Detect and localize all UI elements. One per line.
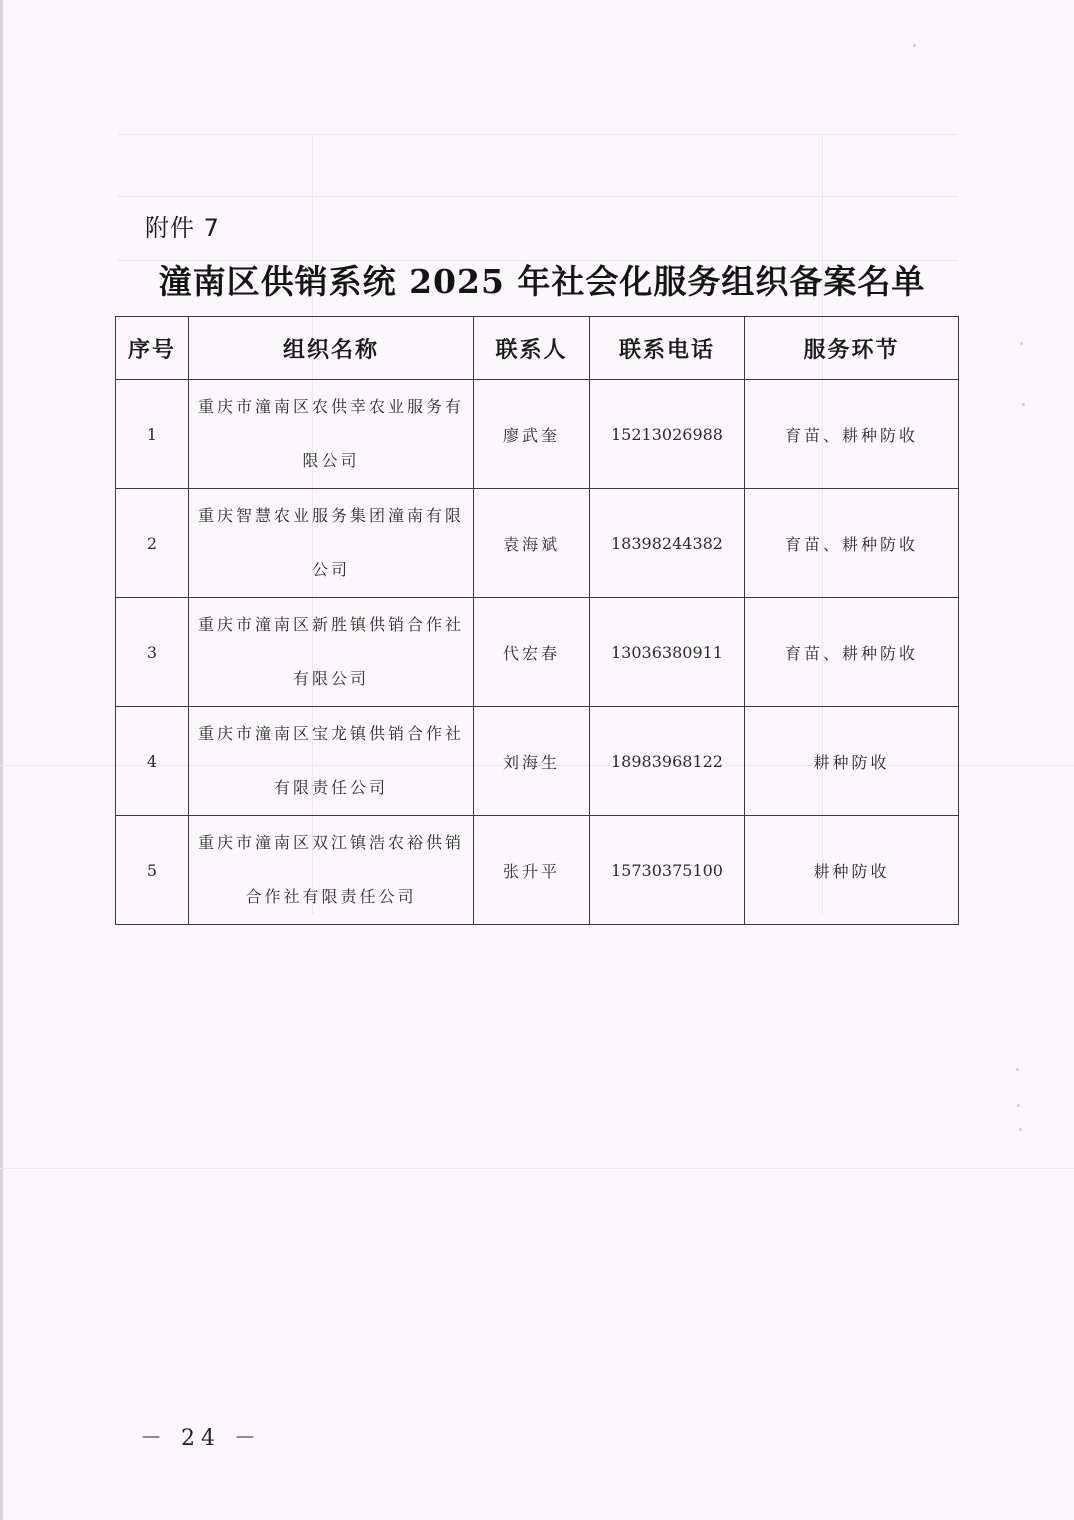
bleed-through-line bbox=[118, 196, 958, 197]
service-stage: 育苗、耕种防收 bbox=[745, 380, 959, 489]
service-stage: 育苗、耕种防收 bbox=[745, 598, 959, 707]
contact-phone: 18983968122 bbox=[590, 707, 745, 816]
contact-person: 袁海斌 bbox=[474, 489, 590, 598]
table-row bbox=[116, 380, 959, 489]
service-stage: 耕种防收 bbox=[745, 707, 959, 816]
table-row bbox=[116, 489, 959, 598]
scan-speck bbox=[1016, 1068, 1019, 1071]
organization-name-line: 合作社有限责任公司 bbox=[245, 887, 417, 906]
organization-name-line: 有限公司 bbox=[292, 669, 369, 688]
organization-name bbox=[189, 598, 474, 707]
organization-name bbox=[189, 380, 474, 489]
document-title: 潼南区供销系统 2025 年社会化服务组织备案名单 bbox=[158, 262, 926, 301]
contact-person: 代宏春 bbox=[474, 598, 590, 707]
table-row bbox=[116, 707, 959, 816]
header-contact: 联系人 bbox=[474, 317, 590, 380]
header-name: 组织名称 bbox=[189, 317, 474, 380]
organization-name-line: 公司 bbox=[311, 560, 350, 579]
organization-name bbox=[189, 816, 474, 925]
table-row bbox=[116, 816, 959, 925]
row-index: 3 bbox=[116, 598, 189, 707]
organization-name-line: 重庆市潼南区新胜镇供销合作社 bbox=[197, 615, 464, 634]
page-number: － 24 － bbox=[140, 1426, 262, 1451]
contact-person: 张升平 bbox=[474, 816, 590, 925]
header-index: 序号 bbox=[116, 317, 189, 380]
scan-edge bbox=[0, 0, 3, 1520]
attachment-label: 附件 7 bbox=[145, 214, 220, 242]
scan-speck bbox=[1020, 342, 1023, 345]
table-header-row bbox=[116, 317, 959, 380]
table-row bbox=[116, 598, 959, 707]
row-index: 4 bbox=[116, 707, 189, 816]
header-service: 服务环节 bbox=[745, 317, 959, 380]
contact-phone: 18398244382 bbox=[590, 489, 745, 598]
bleed-through-line bbox=[118, 134, 958, 135]
organization-name-line: 限公司 bbox=[302, 451, 360, 470]
scan-speck bbox=[1019, 1128, 1022, 1131]
organization-name bbox=[189, 489, 474, 598]
organization-name bbox=[189, 707, 474, 816]
organization-name-line: 重庆市潼南区宝龙镇供销合作社 bbox=[197, 724, 464, 743]
contact-phone: 15730375100 bbox=[590, 816, 745, 925]
row-index: 2 bbox=[116, 489, 189, 598]
contact-person: 廖武奎 bbox=[474, 380, 590, 489]
organization-table bbox=[115, 316, 959, 925]
organization-name-line: 重庆市潼南区农供幸农业服务有 bbox=[197, 397, 464, 416]
contact-phone: 13036380911 bbox=[590, 598, 745, 707]
organization-name-line: 有限责任公司 bbox=[273, 778, 388, 797]
contact-person: 刘海生 bbox=[474, 707, 590, 816]
scan-speck bbox=[1022, 403, 1025, 406]
scan-band bbox=[0, 1168, 1074, 1169]
organization-name-line: 重庆市潼南区双江镇浩农裕供销 bbox=[197, 833, 464, 852]
service-stage: 育苗、耕种防收 bbox=[745, 489, 959, 598]
service-stage: 耕种防收 bbox=[745, 816, 959, 925]
row-index: 1 bbox=[116, 380, 189, 489]
scan-speck bbox=[1017, 1104, 1020, 1107]
header-phone: 联系电话 bbox=[590, 317, 745, 380]
organization-name-line: 重庆智慧农业服务集团潼南有限 bbox=[197, 506, 464, 525]
contact-phone: 15213026988 bbox=[590, 380, 745, 489]
scan-speck bbox=[913, 44, 916, 47]
row-index: 5 bbox=[116, 816, 189, 925]
